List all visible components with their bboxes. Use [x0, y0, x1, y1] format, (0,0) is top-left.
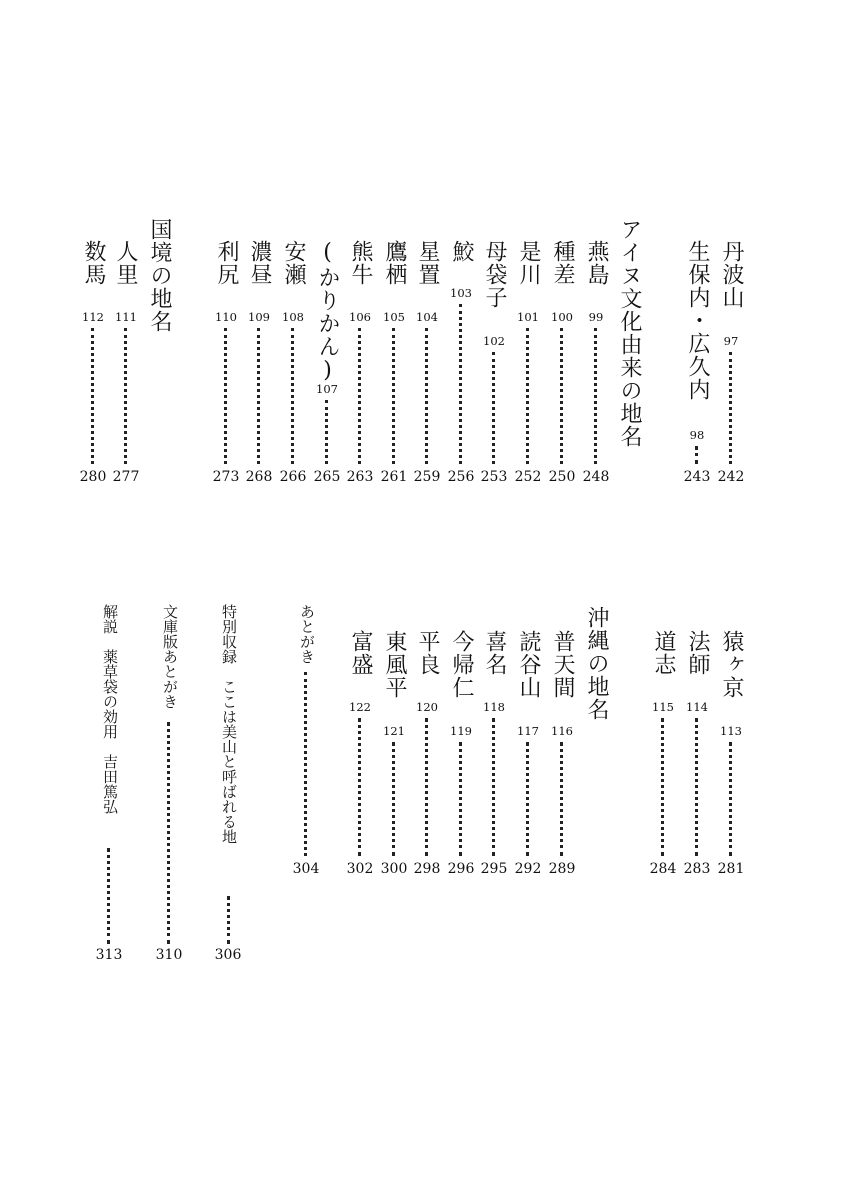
dot-leader — [425, 328, 428, 464]
entry-title: 数馬 — [81, 240, 106, 286]
page-number: 298 — [413, 861, 441, 877]
entry-title: 種差 — [550, 240, 575, 286]
entry-title: 喜名 — [482, 630, 507, 676]
entry-title: 星置 — [415, 240, 440, 286]
entry-title: 道志 — [651, 630, 676, 676]
entry-number: 97 — [723, 334, 739, 348]
entry-number: 110 — [215, 310, 237, 324]
dot-leader — [325, 400, 328, 464]
entry-number: 100 — [551, 310, 573, 324]
page-number: 310 — [155, 947, 183, 963]
page-number: 300 — [380, 861, 408, 877]
dot-leader — [695, 718, 698, 856]
entry-number: 98 — [689, 428, 705, 442]
entry-title: 今帰仁 — [449, 630, 474, 699]
entry-number: 106 — [349, 310, 371, 324]
page-number: 295 — [480, 861, 508, 877]
entry-number: 112 — [82, 310, 104, 324]
entry-title: 鷹栖 — [382, 240, 407, 286]
page-number: 265 — [313, 469, 341, 485]
page-number: 273 — [212, 469, 240, 485]
entry-title: 燕島 — [584, 240, 609, 286]
page-number: 253 — [480, 469, 508, 485]
page-number: 242 — [717, 469, 745, 485]
entry-title: 母袋子 — [482, 240, 507, 309]
dot-leader — [227, 896, 230, 944]
entry-number: 118 — [483, 700, 505, 714]
dot-leader — [358, 718, 361, 856]
dot-leader — [459, 304, 462, 464]
entry-title: 普天間 — [550, 630, 575, 699]
dot-leader — [526, 328, 529, 464]
entry-title: 人里 — [113, 240, 138, 286]
entry-title: 文庫版あとがき — [161, 604, 179, 709]
dot-leader — [661, 718, 664, 856]
entry-number: 104 — [416, 310, 438, 324]
dot-leader — [459, 742, 462, 856]
page-number: 252 — [514, 469, 542, 485]
page-number: 281 — [717, 861, 745, 877]
dot-leader — [729, 352, 732, 464]
dot-leader — [492, 718, 495, 856]
page-number: 250 — [548, 469, 576, 485]
dot-leader — [224, 328, 227, 464]
page-number: 261 — [380, 469, 408, 485]
entry-number: 120 — [416, 700, 438, 714]
entry-number: 103 — [450, 286, 472, 300]
entry-number: 109 — [248, 310, 270, 324]
entry-number: 102 — [483, 334, 505, 348]
section-heading-border: 国境の地名 — [147, 218, 172, 333]
page-number: 284 — [649, 861, 677, 877]
dot-leader — [358, 328, 361, 464]
entry-number: 105 — [383, 310, 405, 324]
page-number: 277 — [112, 469, 140, 485]
entry-title: 生保内・広久内 — [685, 240, 710, 401]
entry-number: 111 — [115, 310, 137, 324]
entry-title: 安瀬 — [281, 240, 306, 286]
entry-title: 平良 — [415, 630, 440, 676]
entry-number: 116 — [551, 724, 573, 738]
entry-number: 113 — [720, 724, 742, 738]
page-number: 243 — [683, 469, 711, 485]
entry-title: 熊牛 — [348, 240, 373, 286]
entry-title: 利尻 — [214, 240, 239, 286]
entry-title: 読谷山 — [516, 630, 541, 699]
section-heading-okinawa: 沖縄の地名 — [584, 606, 609, 721]
dot-leader — [425, 718, 428, 856]
entry-number: 115 — [652, 700, 674, 714]
dot-leader — [291, 328, 294, 464]
entry-title: 富盛 — [348, 630, 373, 676]
dot-leader — [167, 722, 170, 944]
page-number: 306 — [214, 947, 242, 963]
dot-leader — [560, 742, 563, 856]
dot-leader — [91, 328, 94, 464]
entry-title: 解説 薬草袋の効用 吉田篤弘 — [101, 604, 119, 814]
page-number: 289 — [548, 861, 576, 877]
entry-title: 東風平 — [382, 630, 407, 699]
entry-number: 108 — [282, 310, 304, 324]
entry-number: 117 — [517, 724, 539, 738]
dot-leader — [729, 742, 732, 856]
page-number: 259 — [413, 469, 441, 485]
page-number: 248 — [582, 469, 610, 485]
dot-leader — [526, 742, 529, 856]
page-number: 256 — [447, 469, 475, 485]
entry-title: 猿ヶ京 — [719, 630, 744, 699]
entry-title: 濃昼 — [247, 240, 272, 286]
dot-leader — [304, 672, 307, 856]
page-number: 292 — [514, 861, 542, 877]
page-number: 304 — [292, 861, 320, 877]
dot-leader — [257, 328, 260, 464]
entry-number: 99 — [588, 310, 604, 324]
page-number: 283 — [683, 861, 711, 877]
entry-number: 101 — [517, 310, 539, 324]
page-number: 266 — [279, 469, 307, 485]
dot-leader — [392, 328, 395, 464]
entry-number: 122 — [349, 700, 371, 714]
dot-leader — [695, 446, 698, 464]
page-number: 313 — [95, 947, 123, 963]
section-heading-ainu: アイヌ文化由来の地名 — [617, 218, 642, 448]
entry-title: 是川 — [516, 240, 541, 286]
page-number: 280 — [79, 469, 107, 485]
entry-title: 鮫 — [449, 240, 474, 263]
dot-leader — [107, 848, 110, 944]
dot-leader — [492, 352, 495, 464]
dot-leader — [560, 328, 563, 464]
entry-number: 119 — [450, 724, 472, 738]
dot-leader — [594, 328, 597, 464]
page-number: 268 — [245, 469, 273, 485]
entry-title: (かりかん) — [315, 240, 340, 384]
entry-number: 121 — [383, 724, 405, 738]
page-number: 302 — [346, 861, 374, 877]
entry-title: 特別収録 ここは美山と呼ばれる地 — [220, 604, 238, 844]
entry-title: 丹波山 — [719, 240, 744, 309]
page-number: 263 — [346, 469, 374, 485]
dot-leader — [392, 742, 395, 856]
dot-leader — [124, 328, 127, 464]
entry-title: あとがき — [298, 604, 316, 664]
entry-number: 107 — [316, 382, 338, 396]
entry-title: 法師 — [685, 630, 710, 676]
page-number: 296 — [447, 861, 475, 877]
entry-number: 114 — [686, 700, 708, 714]
